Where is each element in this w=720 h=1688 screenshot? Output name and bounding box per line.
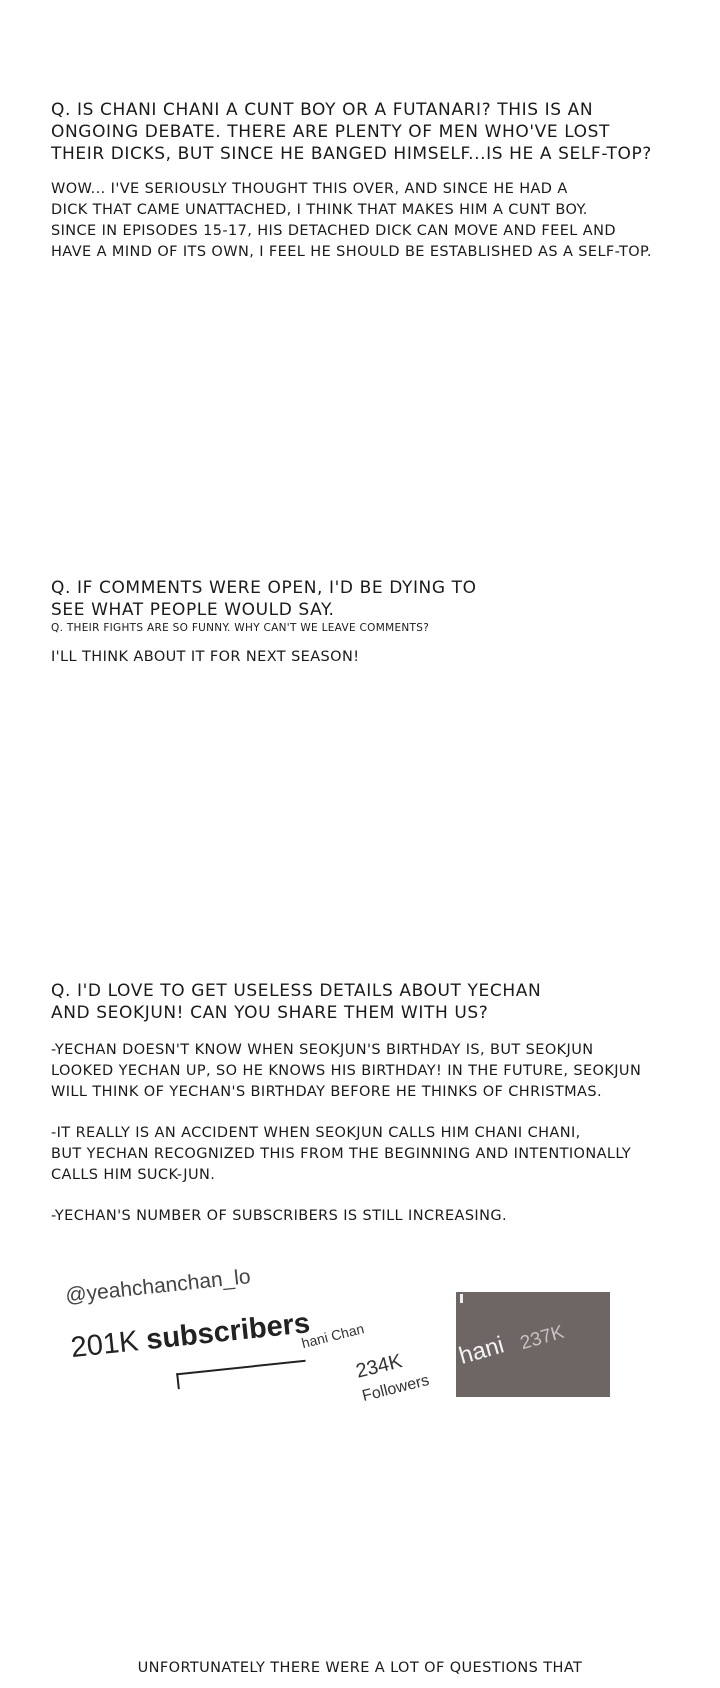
question-line: ONGOING DEBATE. THERE ARE PLENTY OF MEN WHO'VE LOST [51,122,611,142]
divider [176,1373,180,1389]
answer-line: DICK THAT CAME UNATTACHED, I THINK THAT MAKES HIM A CUNT BOY. [51,202,588,218]
follower-label: Followers [360,1372,432,1406]
follower-screenshot [299,1295,471,1438]
footer-text [0,1658,720,1679]
channel-handle: @yeahchanchan_lo [64,1265,252,1308]
answer-line: BUT YECHAN RECOGNIZED THIS FROM THE BEGINNING AND INTENTIONALLY [51,1146,632,1162]
sub-question: Q. THEIR FIGHTS ARE SO FUNNY. WHY CAN'T WE LEAVE COMMENTS? [51,622,430,634]
subscriber-count: 201K subscribers [69,1307,312,1365]
footer-line: UNFORTUNATELY THERE WERE A LOT OF QUESTIONS THAT [137,1660,583,1676]
answer-line: WILL THINK OF YECHAN'S BIRTHDAY BEFORE HE THINKS OF CHRISTMAS. [51,1084,602,1100]
qa-block-2 [51,577,477,668]
answer-line: CALLS HIM SUCK-JUN. [51,1167,216,1183]
answer-line: HAVE A MIND OF ITS OWN, I FEEL HE SHOULD BE ESTABLISHED AS A SELF-TOP. [51,244,652,260]
answer-line: LOOKED YECHAN UP, SO HE KNOWS HIS BIRTHDAY! IN THE FUTURE, SEOKJUN [51,1063,642,1079]
answer-line: -YECHAN'S NUMBER OF SUBSCRIBERS IS STILL INCREASING. [51,1208,508,1224]
dark-follower-screenshot [456,1292,610,1397]
divider [176,1360,305,1376]
decoration [460,1294,463,1303]
answer-line: -YECHAN DOESN'T KNOW WHEN SEOKJUN'S BIRTHDAY IS, BUT SEOKJUN [51,1042,594,1058]
account-name: hani Chan [299,1320,366,1352]
qa-block-3 [51,980,641,1227]
question-line: Q. IF COMMENTS WERE OPEN, I'D BE DYING TO [51,578,477,598]
answer-line: SINCE IN EPISODES 15-17, HIS DETACHED DICK CAN MOVE AND FEEL AND [51,223,616,239]
answer-line: -IT REALLY IS AN ACCIDENT WHEN SEOKJUN CALLS HIM CHANI CHANI, [51,1125,581,1141]
question-line: AND SEOKJUN! CAN YOU SHARE THEM WITH US? [51,1003,489,1023]
question-line: SEE WHAT PEOPLE WOULD SAY. [51,600,335,620]
subscriber-screenshot [56,1255,318,1410]
question-line: Q. IS CHANI CHANI A CUNT BOY OR A FUTANARI? THIS IS AN [51,100,594,120]
answer-line: WOW... I'VE SERIOUSLY THOUGHT THIS OVER, AND SINCE HE HAD A [51,181,568,197]
follower-count: 234K [353,1350,405,1383]
qa-block-1 [51,99,652,263]
answer-line: I'LL THINK ABOUT IT FOR NEXT SEASON! [51,649,360,665]
question-line: Q. I'D LOVE TO GET USELESS DETAILS ABOUT YECHAN [51,981,542,1001]
question-line: THEIR DICKS, BUT SINCE HE BANGED HIMSELF...IS HE A SELF-TOP? [51,144,652,164]
account-name: hani [456,1331,508,1370]
follower-count: 237K [518,1321,567,1355]
